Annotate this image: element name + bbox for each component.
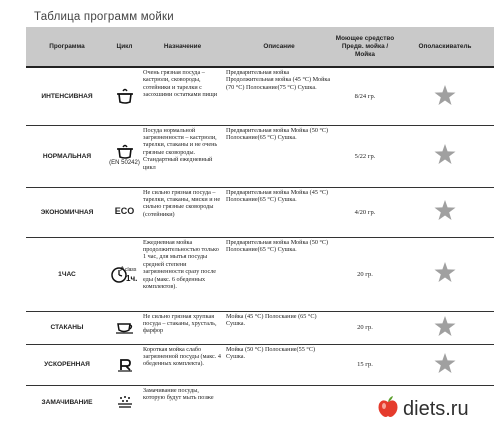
star-icon	[434, 332, 456, 339]
detergent-amount: 20 гр.	[334, 311, 396, 344]
program-purpose: Очень грязная посуда – кастрюли, сковороды, сотейники и тарелки с засохшими остатками пищи	[141, 67, 224, 125]
pot-icon	[108, 144, 141, 159]
program-purpose: Короткая мойка слабо загрязненной посуды (макс. 4 обеденных комплекта).	[141, 344, 224, 385]
table-row	[26, 67, 494, 125]
soak-icon	[108, 395, 141, 409]
detergent-amount: 20 гр.	[334, 237, 396, 311]
wash-programs-table	[26, 27, 494, 418]
header-rinse-aid: Ополаскиватель	[396, 27, 494, 67]
program-description: Предварительная мойка Мойка (50 °C) Полоскание(65 °C) Сушка.	[224, 125, 334, 187]
program-name: СТАКАНЫ	[26, 311, 108, 344]
page-title: Таблица программ мойки	[34, 11, 174, 23]
program-description: Предварительная мойка Продолжительная мойка (45 °C) Мойка (70 °C) Полоскание(75 °C) Сушка.	[224, 67, 334, 125]
star-icon	[434, 216, 456, 223]
svg-text:class: class	[124, 267, 136, 273]
detergent-amount: 4/20 гр.	[334, 187, 396, 237]
program-description	[224, 385, 334, 418]
header-description: Описание	[224, 27, 334, 67]
program-purpose: Ежедневная мойка продолжительностью только 1 час, для мытья посуды средней степени загрязненности сразу после еды (макс. 6 обеденных комплектов).	[141, 237, 224, 311]
program-name: НОРМАЛЬНАЯ	[26, 125, 108, 187]
program-name: ИНТЕНСИВНАЯ	[26, 67, 108, 125]
program-description: Мойка (45 °C) Полоскание (65 °C) Сушка.	[224, 311, 334, 344]
program-purpose: Не сильно грязная посуда – тарелки, стаканы, миски и не сильно грязные сковороды (сотейники)	[141, 187, 224, 237]
eco-icon: ECO	[114, 205, 135, 216]
detergent-amount: 5/22 гр.	[334, 125, 396, 187]
diets-watermark	[376, 396, 469, 422]
quick-wash-icon	[108, 358, 141, 372]
a-class-1h-icon	[108, 264, 141, 284]
program-purpose: Не сильно грязная хрупкая посуда – стаканы, хрусталь, фарфор	[141, 311, 224, 344]
program-name: ЭКОНОМИЧНАЯ	[26, 187, 108, 237]
table-row	[26, 344, 494, 385]
program-description: Предварительная мойка Мойка (50 °C) Полоскание(65 °C) Сушка.	[224, 237, 334, 311]
star-icon	[434, 160, 456, 167]
program-purpose: Посуда нормальной загрязненности – кастрюли, тарелки, стаканы и не очень грязные сковороды. Стандартный ежедневный цикл	[141, 125, 224, 187]
table-row	[26, 311, 494, 344]
detergent-amount: 15 гр.	[334, 344, 396, 385]
header-program: Программа	[26, 27, 108, 67]
program-description: Мойка (50 °C) Полоскание(55 °C) Сушка.	[224, 344, 334, 385]
pot-icon	[108, 88, 141, 104]
program-name: ЗАМАЧИВАНИЕ	[41, 398, 93, 406]
star-icon	[434, 101, 456, 108]
apple-icon	[376, 395, 400, 424]
table-row	[26, 187, 494, 237]
svg-text:A: A	[119, 266, 125, 273]
cup-icon	[108, 322, 141, 334]
star-icon	[434, 278, 456, 285]
program-purpose: Замачивание посуды, которую будут мыть позже	[143, 386, 214, 401]
standard-label: (EN 50242)	[109, 160, 140, 167]
star-icon	[434, 369, 456, 376]
detergent-amount: 8/24 гр.	[334, 67, 396, 125]
header-purpose: Назначение	[141, 27, 224, 67]
table-row	[26, 125, 494, 187]
brand-text: diets.ru	[403, 397, 469, 420]
svg-text:1ч.: 1ч.	[125, 274, 137, 283]
header-detergent: Моющее средство Предв. мойка / Мойка	[334, 27, 396, 67]
program-description: Предварительная мойка Мойка (45 °C) Полоскание(65 °C) Сушка.	[224, 187, 334, 237]
program-name: 1ЧАС	[26, 237, 108, 311]
header-cycle: Цикл	[108, 27, 141, 67]
program-name: УСКОРЕННАЯ	[26, 344, 108, 385]
table-row	[26, 237, 494, 311]
